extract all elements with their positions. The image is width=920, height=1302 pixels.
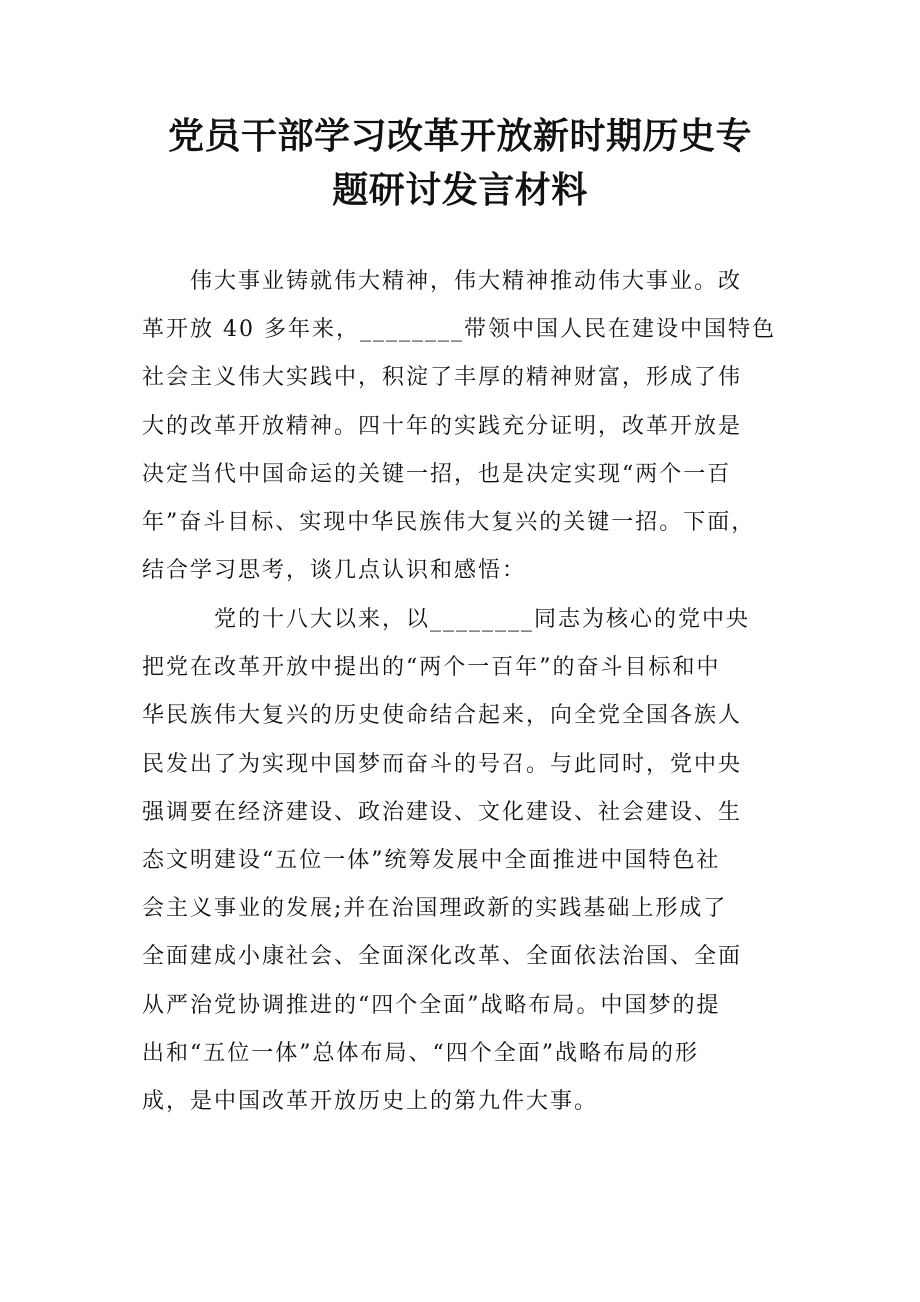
text-line: 伟大事业铸就伟大精神，伟大精神推动伟大事业。改 <box>142 269 743 294</box>
title-line: 题研讨发言材料 <box>332 170 588 211</box>
text-line: 华民族伟大复兴的历史使命结合起来，向全党全国各族人 <box>142 703 743 729</box>
text-line: 全面建成小康社会、全面深化改革、全面依法治国、全面 <box>142 944 743 970</box>
text-line: 结合学习思考，谈几点认识和感悟： <box>142 558 527 584</box>
text-line: 强调要在经济建设、政治建设、文化建设、社会建设、生 <box>142 799 743 825</box>
body-paragraph-1 <box>142 258 782 595</box>
text-line: 态文明建设“五位一体”统筹发展中全面推进中国特色社 <box>142 848 721 874</box>
text-line: 从严治党协调推进的“四个全面”战略布局。中国梦的提 <box>142 992 721 1018</box>
text-line: 社会主义伟大实践中，积淀了丰厚的精神财富，形成了伟 <box>142 365 743 391</box>
text-line: 成，是中国改革开放历史上的第九件大事。 <box>142 1089 599 1115</box>
text-line: 决定当代中国命运的关键一招，也是决定实现“两个一百 <box>142 461 732 487</box>
text-line: 会主义事业的发展;并在治国理政新的实践基础上形成了 <box>142 896 728 922</box>
document-title <box>120 110 800 218</box>
text-line: 党的十八大以来，以________同志为核心的党中央 <box>142 607 751 632</box>
text-line: 革开放 40 多年来，________带领中国人民在建设中国特色 <box>142 317 776 343</box>
text-line: 出和“五位一体”总体布局、“四个全面”战略布局的形 <box>142 1040 699 1066</box>
text-line: 年”奋斗目标、实现中华民族伟大复兴的关键一招。下面， <box>142 510 756 536</box>
body-paragraph-2 <box>142 596 782 1126</box>
title-line: 党员干部学习改革开放新时期历史专 <box>167 116 752 157</box>
text-line: 把党在改革开放中提出的“两个一百年”的奋斗目标和中 <box>142 655 721 681</box>
text-line: 大的改革开放精神。四十年的实践充分证明，改革开放是 <box>142 413 743 439</box>
text-line: 民发出了为实现中国梦而奋斗的号召。与此同时，党中央 <box>142 751 743 777</box>
